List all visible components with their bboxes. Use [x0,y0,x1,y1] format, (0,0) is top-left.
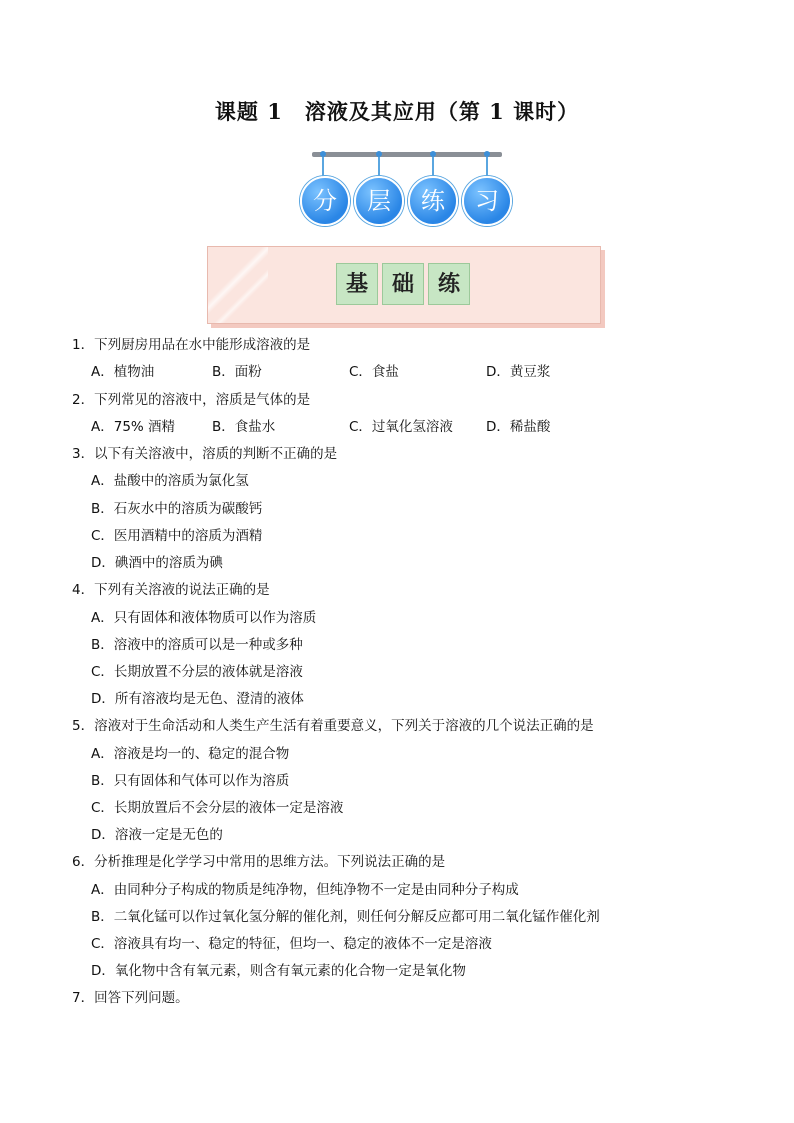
question-option: B．只有固体和气体可以作为溶质 [91,773,290,789]
question-option: C．食盐 [349,364,399,380]
question-option: A．植物油 [91,364,155,380]
question-option: A．溶液是均一的、稳定的混合物 [91,746,290,762]
question-option: B．面粉 [212,364,262,380]
question-option: D．氧化物中含有氧元素，则含有氧元素的化合物一定是氧化物 [91,963,466,979]
question-stem: 6．分析推理是化学学习中常用的思维方法。下列说法正确的是 [72,854,446,870]
question-option: D．稀盐酸 [486,419,551,435]
question-stem: 5．溶液对于生命活动和人类生产生活有着重要意义，下列关于溶液的几个说法正确的是 [72,718,594,734]
question-option: D．所有溶液均是无色、澄清的液体 [91,691,304,707]
question-option: A．75% 酒精 [91,419,176,435]
banner-ball-4: 习 [462,176,512,226]
practice-banner [300,148,516,228]
section-heading-box [207,246,601,324]
section-heading-char: 基 [336,263,378,305]
question-option: C．医用酒精中的溶质为酒精 [91,528,263,544]
banner-ball-1: 分 [300,176,350,226]
question-stem: 4．下列有关溶液的说法正确的是 [72,582,270,598]
section-heading [336,263,470,305]
question-option: C．溶液具有均一、稳定的特征，但均一、稳定的液体不一定是溶液 [91,936,492,952]
section-heading-char: 础 [382,263,424,305]
question-option: B．二氧化锰可以作过氧化氢分解的催化剂，则任何分解反应都可用二氧化锰作催化剂 [91,909,600,925]
question-option: D．碘酒中的溶质为碘 [91,555,223,571]
question-stem: 3．以下有关溶液中，溶质的判断不正确的是 [72,446,338,462]
question-stem: 2．下列常见的溶液中，溶质是气体的是 [72,392,311,408]
banner-ball-2: 层 [354,176,404,226]
question-option: D．黄豆浆 [486,364,551,380]
section-heading-char: 练 [428,263,470,305]
banner-rail [312,152,502,157]
question-option: C．长期放置后不会分层的液体一定是溶液 [91,800,344,816]
question-option: A．盐酸中的溶质为氯化氢 [91,473,249,489]
question-option: B．溶液中的溶质可以是一种或多种 [91,637,303,653]
question-option: A．只有固体和液体物质可以作为溶质 [91,610,317,626]
question-option: B．石灰水中的溶质为碳酸钙 [91,501,263,517]
question-option: D．溶液一定是无色的 [91,827,223,843]
question-option: B．食盐水 [212,419,276,435]
banner-ball-3: 练 [408,176,458,226]
decorative-stripe [208,247,268,323]
question-stem: 1．下列厨房用品在水中能形成溶液的是 [72,337,311,353]
question-stem: 7．回答下列问题。 [72,990,189,1006]
question-option: C．过氧化氢溶液 [349,419,453,435]
question-option: A．由同种分子构成的物质是纯净物，但纯净物不一定是由同种分子构成 [91,882,519,898]
question-option: C．长期放置不分层的液体就是溶液 [91,664,303,680]
page-title: 课题 1 溶液及其应用（第 1 课时） [214,99,580,124]
